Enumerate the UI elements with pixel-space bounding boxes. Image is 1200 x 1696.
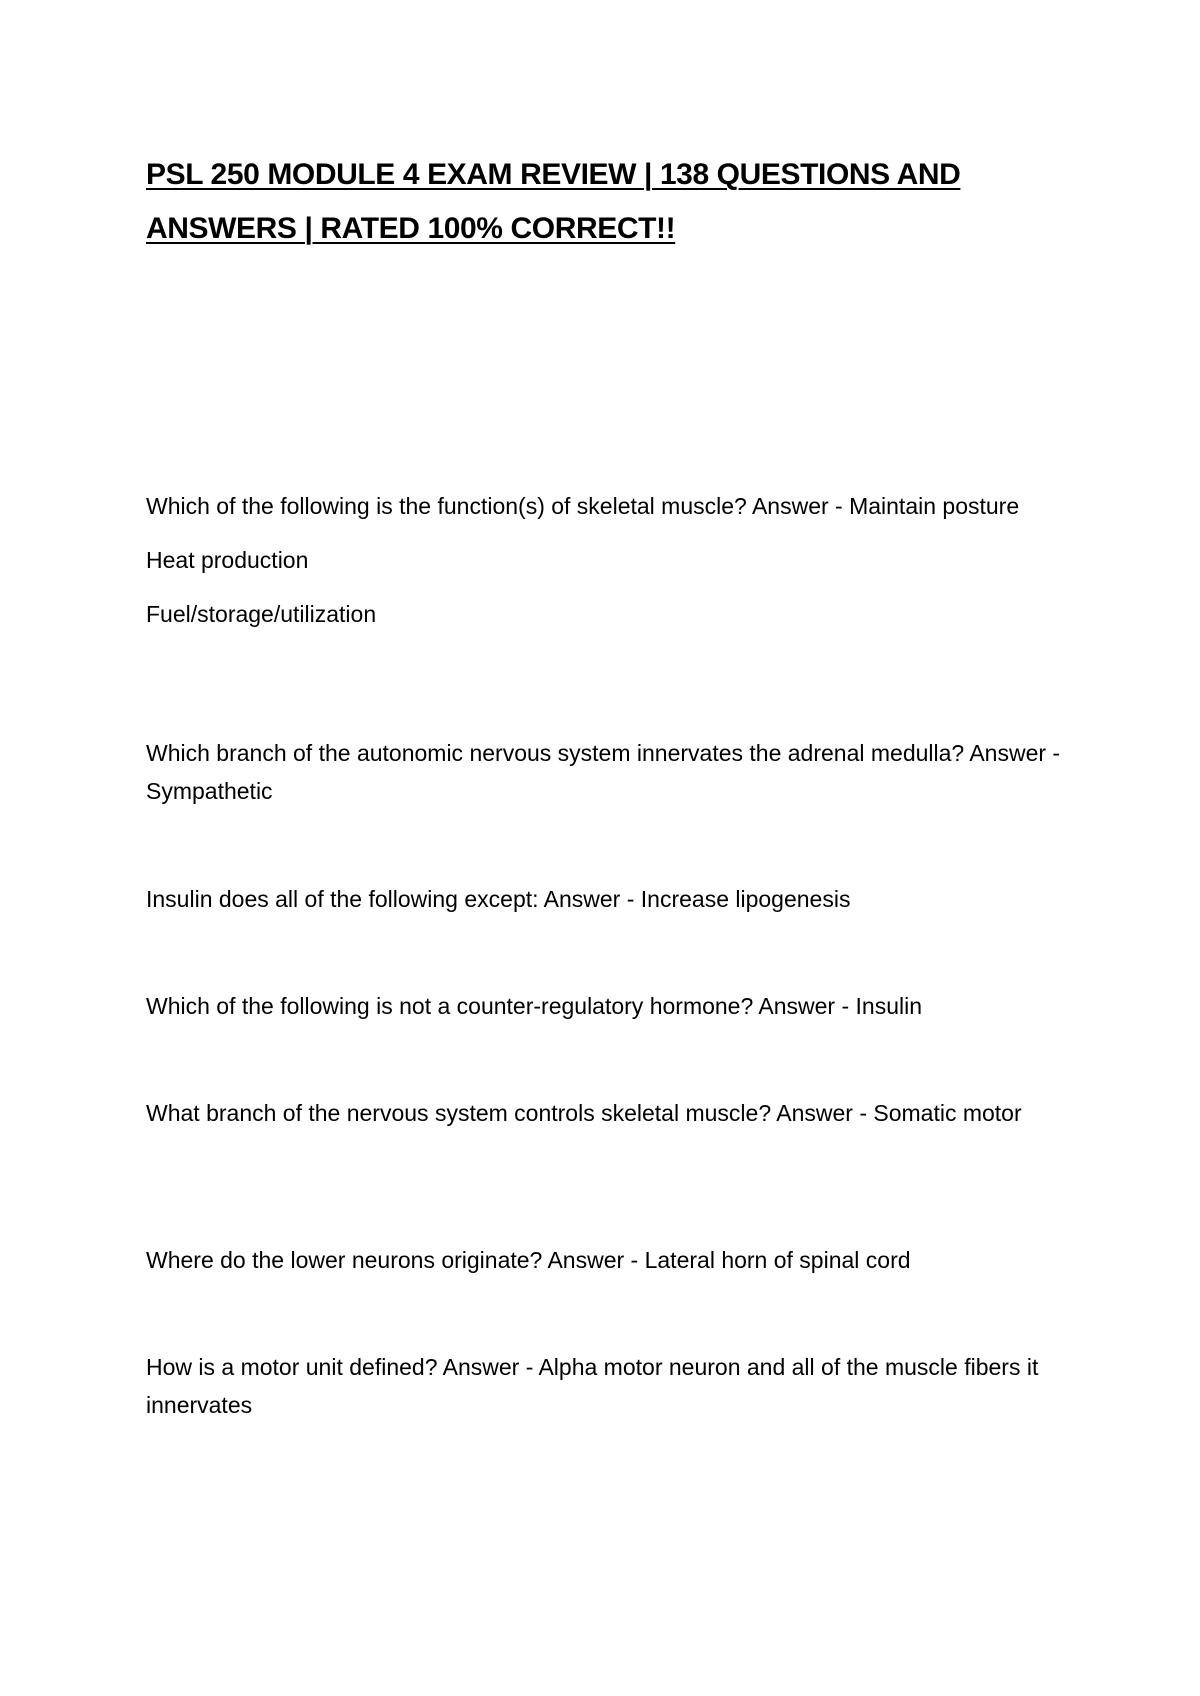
- qa-question-4: Which of the following is not a counter-regulatory hormone? Answer - Insulin: [146, 993, 923, 1019]
- qa-entry-2: [146, 734, 1076, 810]
- qa-answer-line-1c: Fuel/storage/utilization: [146, 601, 377, 627]
- qa-question-6: Where do the lower neurons originate? Answer - Lateral horn of spinal cord: [146, 1247, 911, 1273]
- qa-entry-4: [146, 987, 1076, 1025]
- document-title: PSL 250 MODULE 4 EXAM REVIEW | 138 QUESTIONS AND ANSWERS | RATED 100% CORRECT!!: [146, 158, 961, 245]
- qa-question-3: Insulin does all of the following except: Answer - Increase lipogenesis: [146, 886, 851, 912]
- qa-entry-7: [146, 1348, 1076, 1424]
- qa-entry-6: [146, 1241, 1076, 1279]
- qa-entry-1: [146, 487, 1076, 633]
- qa-question-2: Which branch of the autonomic nervous system innervates the adrenal medulla? Answer - Sympathetic: [146, 740, 1061, 804]
- qa-entry-5: [146, 1094, 1076, 1132]
- qa-question-1: Which of the following is the function(s) of skeletal muscle? Answer - Maintain posture: [146, 493, 1020, 519]
- qa-question-7: How is a motor unit defined? Answer - Alpha motor neuron and all of the muscle fibers it innervates: [146, 1354, 1039, 1418]
- qa-question-5: What branch of the nervous system controls skeletal muscle? Answer - Somatic motor: [146, 1100, 1022, 1126]
- qa-entry-3: [146, 880, 1076, 918]
- qa-answer-line-1b: Heat production: [146, 547, 309, 573]
